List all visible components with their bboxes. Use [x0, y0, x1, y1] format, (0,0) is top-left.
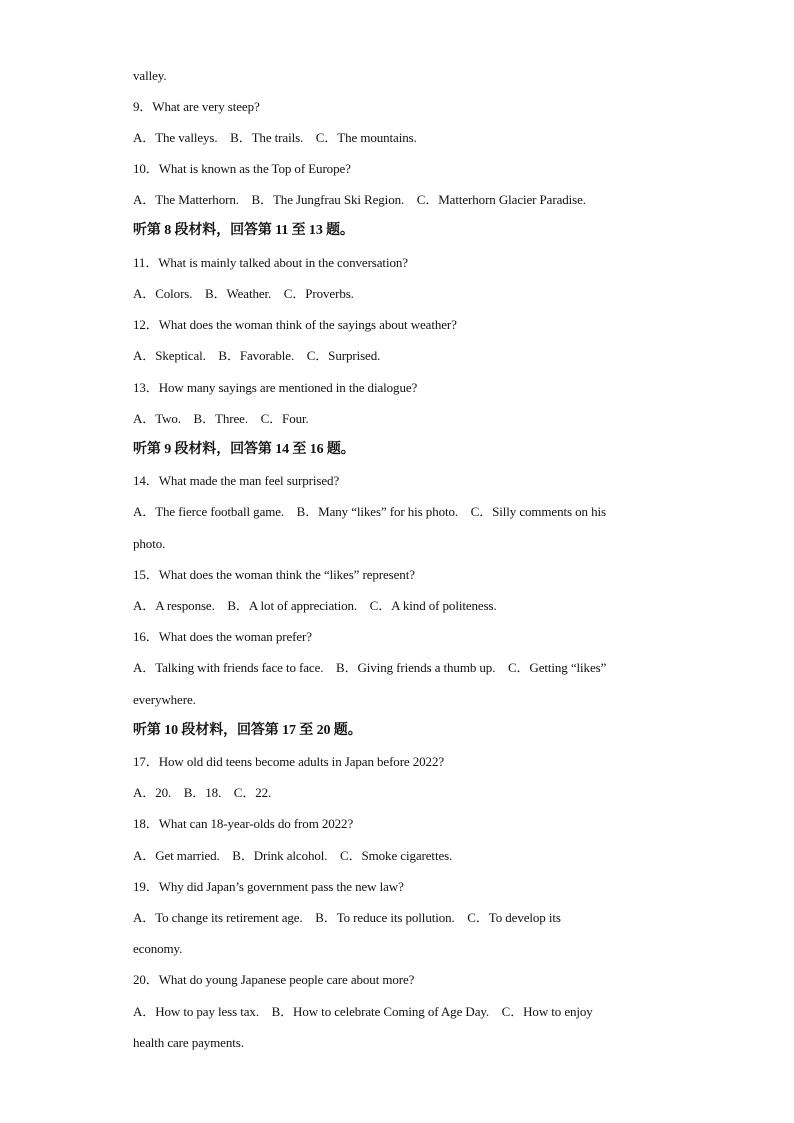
- options-20-continued: health care payments.: [133, 1035, 244, 1050]
- options-12: A．Skeptical. B．Favorable. C．Surprised.: [133, 348, 381, 363]
- question-17: 17．How old did teens become adults in Japan before 2022?: [133, 754, 445, 769]
- question-20: 20．What do young Japanese people care about more?: [133, 972, 415, 987]
- question-19: 19．Why did Japan’s government pass the new law?: [133, 879, 404, 894]
- options-16: A．Talking with friends face to face. B．Giving friends a thumb up. C．Getting “likes”: [133, 660, 607, 675]
- section-heading-10: 听第 10 段材料，回答第 17 至 20 题。: [133, 723, 362, 738]
- section-heading-9: 听第 9 段材料，回答第 14 至 16 题。: [133, 442, 355, 457]
- question-16: 16．What does the woman prefer?: [133, 629, 312, 644]
- question-10: 10．What is known as the Top of Europe?: [133, 161, 351, 176]
- options-14: A．The fierce football game. B．Many “likes” for his photo. C．Silly comments on his: [133, 504, 606, 519]
- question-15: 15．What does the woman think the “likes” represent?: [133, 567, 415, 582]
- question-14: 14．What made the man feel surprised?: [133, 473, 340, 488]
- options-20: A．How to pay less tax. B．How to celebrate Coming of Age Day. C．How to enjoy: [133, 1004, 593, 1019]
- options-17: A．20. B．18. C．22.: [133, 785, 272, 800]
- section-heading-8: 听第 8 段材料，回答第 11 至 13 题。: [133, 223, 354, 238]
- options-10: A．The Matterhorn. B．The Jungfrau Ski Region. C．Matterhorn Glacier Paradise.: [133, 192, 586, 207]
- options-19: A．To change its retirement age. B．To reduce its pollution. C．To develop its: [133, 910, 561, 925]
- options-13: A．Two. B．Three. C．Four.: [133, 411, 309, 426]
- question-11: 11．What is mainly talked about in the conversation?: [133, 255, 408, 270]
- options-14-continued: photo.: [133, 536, 166, 551]
- options-18: A．Get married. B．Drink alcohol. C．Smoke cigarettes.: [133, 848, 453, 863]
- question-13: 13．How many sayings are mentioned in the dialogue?: [133, 380, 418, 395]
- question-9: 9．What are very steep?: [133, 99, 260, 114]
- text-line: valley.: [133, 68, 167, 83]
- options-11: A．Colors. B．Weather. C．Proverbs.: [133, 286, 354, 301]
- question-18: 18．What can 18-year-olds do from 2022?: [133, 816, 354, 831]
- question-12: 12．What does the woman think of the sayings about weather?: [133, 317, 457, 332]
- options-15: A．A response. B．A lot of appreciation. C．A kind of politeness.: [133, 598, 497, 613]
- options-19-continued: economy.: [133, 941, 183, 956]
- options-9: A．The valleys. B．The trails. C．The mountains.: [133, 130, 417, 145]
- options-16-continued: everywhere.: [133, 692, 196, 707]
